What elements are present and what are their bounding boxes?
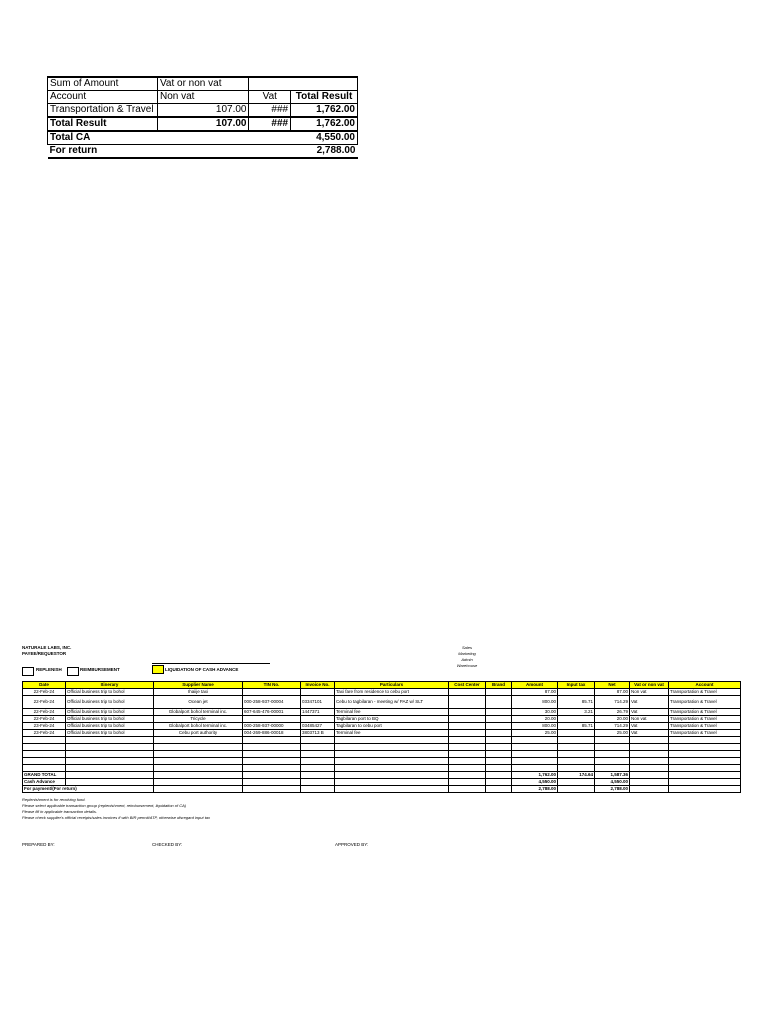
payee-label: PAYEE/REQUESTOR [22, 651, 67, 656]
table-cell [558, 730, 595, 737]
table-cell: Transportation & Travel [669, 716, 741, 723]
table-cell: Transportation & Travel [669, 723, 741, 730]
table-cell [154, 737, 243, 744]
table-cell [630, 737, 669, 744]
pivot-row-vat: ### [249, 104, 291, 118]
table-cell: Official business trip to bohol [66, 716, 154, 723]
table-cell: 800.00 [512, 723, 558, 730]
cash-advance-amount: 4,550.00 [512, 779, 558, 786]
table-cell: Vat [630, 730, 669, 737]
note-line: Please select applicable transaction group (replenishment, reimbursement, liquidation of CA) [22, 803, 187, 808]
table-cell [630, 751, 669, 758]
table-cell: Tagbilaran to cebu port [335, 723, 449, 730]
table-cell [486, 723, 512, 730]
table-cell [630, 765, 669, 772]
pivot-col-vat: Vat [249, 91, 291, 104]
table-cell [66, 765, 154, 772]
table-cell: Cebu port authority [154, 730, 243, 737]
department-sales: Sales [461, 645, 472, 650]
table-cell: 87.00 [595, 689, 630, 696]
payment-label: For payment/(For return) [23, 786, 154, 793]
column-header: Account [669, 682, 741, 689]
table-cell [23, 751, 66, 758]
table-cell [449, 730, 486, 737]
pivot-total-vat: ### [249, 117, 291, 131]
table-row [23, 758, 741, 765]
table-cell: 85.71 [558, 696, 595, 709]
table-cell [486, 751, 512, 758]
table-cell [66, 744, 154, 751]
pivot-header-mid: Vat or non vat [157, 77, 249, 91]
column-header: Cost Center [449, 682, 486, 689]
table-cell [512, 765, 558, 772]
table-cell [595, 737, 630, 744]
table-cell [630, 758, 669, 765]
pivot-col-total: Total Result [291, 91, 358, 104]
column-header: TIN No. [243, 682, 301, 689]
table-cell [301, 744, 335, 751]
table-cell [558, 751, 595, 758]
table-cell [449, 723, 486, 730]
table-cell: Transportation & Travel [669, 696, 741, 709]
column-header: Itinerary [66, 682, 154, 689]
table-cell [449, 696, 486, 709]
table-cell [243, 716, 301, 723]
table-cell [66, 751, 154, 758]
table-cell [23, 765, 66, 772]
column-header: Brand [486, 682, 512, 689]
table-cell: Official business trip to bohol [66, 709, 154, 716]
liquidation-label: LIQUIDATION OF CASH ADVANCE [165, 667, 239, 672]
table-cell [486, 765, 512, 772]
table-cell: 1447371 [301, 709, 335, 716]
pivot-account-label: Account [48, 91, 158, 104]
table-cell [301, 765, 335, 772]
table-cell [558, 758, 595, 765]
table-cell: 03485427 [301, 723, 335, 730]
table-cell [243, 765, 301, 772]
table-cell [335, 751, 449, 758]
table-cell: Transportation & Travel [669, 709, 741, 716]
pivot-row-account: Transportation & Travel [48, 104, 158, 118]
table-cell [154, 758, 243, 765]
table-cell [669, 751, 741, 758]
reimbursement-checkbox[interactable] [67, 667, 79, 676]
column-header: Date [23, 682, 66, 689]
cash-advance-label: Cash Advance [23, 779, 66, 786]
table-row [23, 696, 741, 709]
note-line: Please fill in applicable transaction details. [22, 809, 97, 814]
table-cell: Ocean jet [154, 696, 243, 709]
table-cell [243, 758, 301, 765]
liquidation-checkbox[interactable] [152, 665, 164, 674]
table-cell: Terminal fee [335, 730, 449, 737]
table-cell [512, 751, 558, 758]
table-cell: Transportation & Travel [669, 689, 741, 696]
table-cell [301, 751, 335, 758]
table-cell [486, 689, 512, 696]
checked-by-label: CHECKED BY: [152, 842, 183, 847]
column-header: Input tax [558, 682, 595, 689]
table-row [23, 689, 741, 696]
column-header: Invoice No. [301, 682, 335, 689]
pivot-row-total: 1,762.00 [291, 104, 358, 118]
payment-amount: 2,788.00 [512, 786, 558, 793]
table-cell: 3.21 [558, 709, 595, 716]
table-cell: Transportation & Travel [669, 730, 741, 737]
pivot-row-nonvat: 107.00 [157, 104, 249, 118]
table-cell: Vat [630, 723, 669, 730]
table-cell [595, 751, 630, 758]
table-cell [154, 744, 243, 751]
table-cell: Cebu to tagbilaran - meeting w/ PAZ w/ SLT [335, 696, 449, 709]
table-cell [301, 758, 335, 765]
table-cell [558, 737, 595, 744]
table-cell [335, 737, 449, 744]
table-cell [486, 744, 512, 751]
table-cell: 03347101 [301, 696, 335, 709]
cash-advance-net: 4,550.00 [595, 779, 630, 786]
table-cell: 22-Feb-24 [23, 709, 66, 716]
table-cell [23, 744, 66, 751]
approved-by-label: APPROVED BY: [335, 842, 369, 847]
pivot-summary-table [47, 76, 358, 159]
table-cell: Vat [630, 709, 669, 716]
table-cell: Official business trip to bohol [66, 723, 154, 730]
table-row [23, 723, 741, 730]
table-cell [449, 751, 486, 758]
table-cell: Non vat [630, 716, 669, 723]
table-cell: Ihaiije taxi [154, 689, 243, 696]
grand-total-tax: 174.64 [558, 772, 595, 779]
pivot-return-value: 2,788.00 [291, 145, 358, 159]
table-cell [243, 689, 301, 696]
table-cell: Official business trip to bohol [66, 689, 154, 696]
pivot-return-label: For return [48, 145, 158, 159]
table-cell: 3803713 B [301, 730, 335, 737]
table-cell: 30.00 [512, 709, 558, 716]
table-cell [449, 765, 486, 772]
table-cell: 800.00 [512, 696, 558, 709]
table-cell [669, 758, 741, 765]
table-cell [154, 765, 243, 772]
table-cell [486, 730, 512, 737]
table-cell: 22-Feb-24 [23, 716, 66, 723]
table-cell [558, 765, 595, 772]
grand-total-label: GRAND TOTAL [23, 772, 66, 779]
table-cell [66, 737, 154, 744]
table-cell: 87.00 [512, 689, 558, 696]
table-cell [449, 716, 486, 723]
replenish-label: REPLENISH [36, 667, 62, 672]
table-cell [449, 758, 486, 765]
table-cell: 25.00 [512, 730, 558, 737]
table-cell [512, 744, 558, 751]
table-cell: 607-645-476-00001 [243, 709, 301, 716]
table-row [23, 730, 741, 737]
table-cell [558, 744, 595, 751]
table-cell [558, 716, 595, 723]
table-cell [595, 765, 630, 772]
table-cell [486, 696, 512, 709]
department-marketing: Marketing [458, 651, 476, 656]
department-warehouse: Warehouse [456, 663, 478, 668]
department-admin: Admin [461, 657, 473, 662]
table-cell [449, 737, 486, 744]
column-header: Vat or non vat [630, 682, 669, 689]
table-cell [23, 737, 66, 744]
reimbursement-label: REIMBURSEMENT [80, 667, 120, 672]
table-cell [449, 709, 486, 716]
table-cell: Non vat [630, 689, 669, 696]
table-cell [512, 737, 558, 744]
pivot-ca-value: 4,550.00 [291, 131, 358, 145]
table-row [23, 765, 741, 772]
table-row [23, 744, 741, 751]
table-cell: 26.79 [595, 709, 630, 716]
instructions [22, 797, 210, 821]
table-cell: 23-Feb-24 [23, 730, 66, 737]
table-cell [301, 716, 335, 723]
table-cell [243, 737, 301, 744]
table-row [23, 716, 741, 723]
table-cell: 22-Feb-24 [23, 689, 66, 696]
table-cell [486, 737, 512, 744]
table-cell [301, 689, 335, 696]
column-header: Amount [512, 682, 558, 689]
prepared-by-label: PREPARED BY: [22, 842, 55, 847]
table-cell [669, 744, 741, 751]
grand-total-amount: 1,762.00 [512, 772, 558, 779]
table-cell [243, 744, 301, 751]
table-cell [243, 751, 301, 758]
table-cell: Vat [630, 696, 669, 709]
table-row [23, 751, 741, 758]
note-line: Please check supplier's official receipts/sales invoices if with BIR permit/ATP, otherwise disregard input tax [22, 815, 211, 820]
table-cell [335, 744, 449, 751]
table-cell: Tricycle [154, 716, 243, 723]
column-header: Particulars [335, 682, 449, 689]
table-cell: Official business trip to bohol [66, 696, 154, 709]
table-cell: 85.71 [558, 723, 595, 730]
table-cell [449, 744, 486, 751]
table-cell: Terminal fee [335, 709, 449, 716]
table-cell [449, 689, 486, 696]
table-cell [23, 758, 66, 765]
payment-net: 2,788.00 [595, 786, 630, 793]
department-list [447, 645, 487, 669]
table-cell [486, 709, 512, 716]
table-cell [335, 758, 449, 765]
table-cell [486, 758, 512, 765]
table-cell [335, 765, 449, 772]
note-line: Replenishment is for revolving fund. [22, 797, 86, 802]
table-cell [595, 758, 630, 765]
table-row [23, 709, 741, 716]
pivot-col-nonvat: Non vat [157, 91, 249, 104]
table-cell: Official business trip to bohol [66, 730, 154, 737]
pivot-total-nonvat: 107.00 [157, 117, 249, 131]
liquidation-table [22, 681, 741, 793]
table-cell: 22-Feb-24 [23, 696, 66, 709]
pivot-total-label: Total Result [48, 117, 158, 131]
table-cell: 714.29 [595, 723, 630, 730]
grand-total-net: 1,587.36 [595, 772, 630, 779]
table-cell: 25.00 [595, 730, 630, 737]
table-row [23, 737, 741, 744]
table-cell: Taxi fare from residence to cebu port [335, 689, 449, 696]
table-cell [486, 716, 512, 723]
table-cell: Globalport bohol terminal inc. [154, 723, 243, 730]
column-header: Supplier Name [154, 682, 243, 689]
table-cell: 000-258-937-00004 [243, 696, 301, 709]
table-cell: 004-269-886-00018 [243, 730, 301, 737]
table-cell [66, 758, 154, 765]
table-cell [595, 744, 630, 751]
table-cell [669, 765, 741, 772]
pivot-ca-label: Total CA [48, 131, 158, 145]
table-cell: 000-258-937-00000 [243, 723, 301, 730]
table-cell [558, 689, 595, 696]
table-cell [630, 744, 669, 751]
table-cell: 714.29 [595, 696, 630, 709]
table-cell: Tagbilaran port to BQ [335, 716, 449, 723]
table-cell: Globalport bohol terminal inc. [154, 709, 243, 716]
table-cell: 20.00 [595, 716, 630, 723]
pivot-total-total: 1,762.00 [291, 117, 358, 131]
table-cell [154, 751, 243, 758]
pivot-header-left: Sum of Amount [48, 77, 158, 91]
table-cell [301, 737, 335, 744]
table-cell [669, 737, 741, 744]
column-header: Net [595, 682, 630, 689]
replenish-checkbox[interactable] [22, 667, 34, 676]
table-cell [512, 758, 558, 765]
table-cell: 23-Feb-24 [23, 723, 66, 730]
table-cell: 20.00 [512, 716, 558, 723]
company-name: NATURALE LABS, INC. [22, 645, 72, 650]
